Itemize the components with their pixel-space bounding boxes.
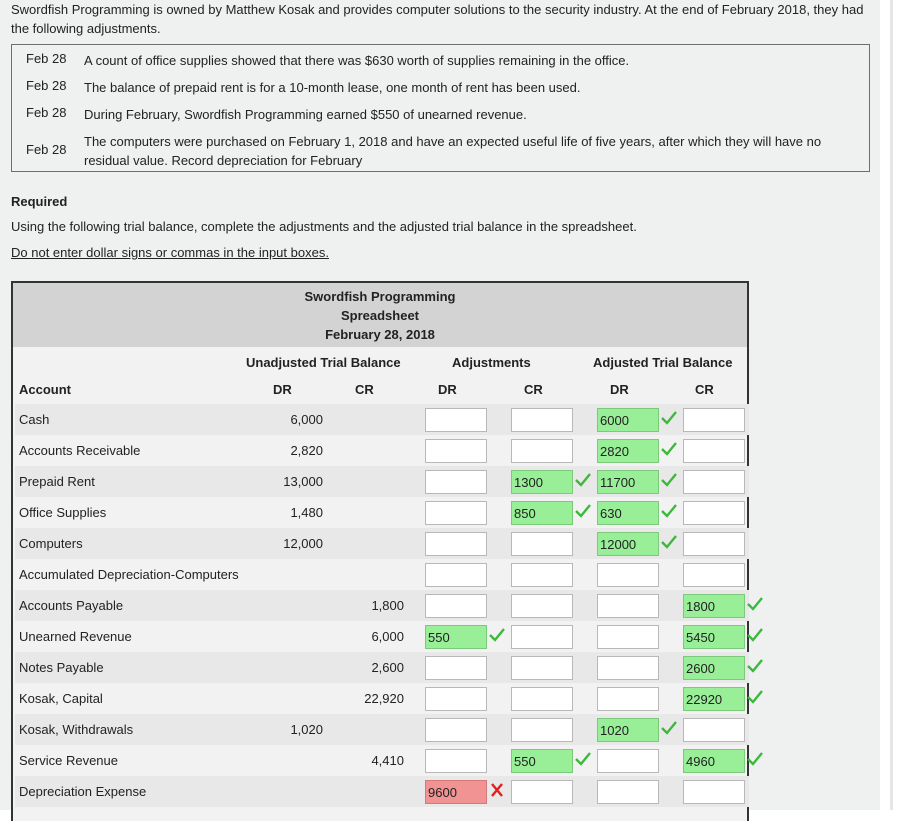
account-name: Kosak, Withdrawals (19, 722, 134, 737)
adjusted-cr-input[interactable] (683, 625, 745, 649)
account-name: Prepaid Rent (19, 474, 95, 489)
table-row (15, 714, 749, 745)
group-header-unadjusted: Unadjusted Trial Balance (246, 355, 401, 370)
account-name: Depreciation Expense (19, 784, 147, 799)
unadjusted-dr-value: 1,480 (290, 505, 323, 520)
adjustment-cr-input[interactable] (511, 718, 573, 742)
table-row (15, 497, 749, 528)
adjusted-dr-input[interactable] (597, 749, 659, 773)
scrollbar-track[interactable] (890, 0, 893, 810)
adjustment-dr-input[interactable] (425, 780, 487, 804)
cross-icon (488, 781, 506, 801)
unadjusted-cr-value: 2,600 (371, 660, 404, 675)
required-heading: Required (11, 194, 68, 209)
adjustment-cr-input[interactable] (511, 594, 573, 618)
company-name: Swordfish Programming (304, 289, 456, 304)
adjusted-dr-input[interactable] (597, 470, 659, 494)
adjustment-date: Feb 28 (26, 51, 67, 66)
input-format-note: Do not enter dollar signs or commas in the input boxes. (11, 245, 329, 260)
column-header-dr: DR (438, 382, 457, 397)
adjustment-cr-input[interactable] (511, 625, 573, 649)
adjustment-text: The balance of prepaid rent is for a 10-month lease, one month of rent has been used. (84, 80, 581, 95)
table-row (15, 776, 749, 807)
check-icon (488, 626, 506, 646)
adjustment-dr-input[interactable] (425, 687, 487, 711)
adjusted-dr-input[interactable] (597, 594, 659, 618)
adjustment-dr-input[interactable] (425, 532, 487, 556)
column-header-dr: DR (610, 382, 629, 397)
unadjusted-dr-value: 12,000 (283, 536, 323, 551)
adjustment-dr-input[interactable] (425, 408, 487, 432)
unadjusted-dr-value: 13,000 (283, 474, 323, 489)
adjusted-cr-input[interactable] (683, 594, 745, 618)
table-row (15, 621, 749, 652)
check-icon (574, 750, 592, 770)
account-name: Cash (19, 412, 50, 427)
adjusted-cr-input[interactable] (683, 408, 745, 432)
unadjusted-dr-value: 6,000 (290, 412, 323, 427)
spreadsheet-header (13, 283, 747, 347)
table-row (15, 435, 749, 466)
adjusted-cr-input[interactable] (683, 532, 745, 556)
adjusted-cr-input[interactable] (683, 563, 745, 587)
account-name: Kosak, Capital (19, 691, 103, 706)
adjustment-text: The computers were purchased on February 1, 2018 and have an expected useful life of five years, after which they will have no residual value. Record depreciation for February (84, 134, 822, 168)
adjusted-cr-input[interactable] (683, 718, 745, 742)
adjusted-cr-input[interactable] (683, 501, 745, 525)
spreadsheet-date: February 28, 2018 (325, 327, 435, 342)
check-icon (660, 533, 678, 553)
table-row (15, 528, 749, 559)
adjustment-dr-input[interactable] (425, 656, 487, 680)
adjustment-text: A count of office supplies showed that there was $630 worth of supplies remaining in the office. (84, 53, 630, 68)
group-header-adjustments: Adjustments (452, 355, 531, 370)
check-icon (660, 440, 678, 460)
adjusted-dr-input[interactable] (597, 501, 659, 525)
table-row (15, 652, 749, 683)
column-header-account: Account (19, 382, 71, 397)
adjusted-cr-input[interactable] (683, 780, 745, 804)
table-row (15, 683, 749, 714)
adjustment-cr-input[interactable] (511, 532, 573, 556)
check-icon (746, 595, 764, 615)
adjusted-dr-input[interactable] (597, 625, 659, 649)
check-icon (746, 626, 764, 646)
adjustment-dr-input[interactable] (425, 594, 487, 618)
adjustments-box (11, 44, 870, 172)
adjusted-cr-input[interactable] (683, 439, 745, 463)
account-name: Office Supplies (19, 505, 107, 520)
account-name: Accumulated Depreciation-Computers (19, 567, 239, 582)
adjustment-cr-input[interactable] (511, 780, 573, 804)
adjusted-dr-input[interactable] (597, 656, 659, 680)
column-header-cr: CR (524, 382, 543, 397)
adjustment-dr-input[interactable] (425, 563, 487, 587)
adjustment-dr-input[interactable] (425, 625, 487, 649)
unadjusted-cr-value: 22,920 (364, 691, 404, 706)
adjusted-dr-input[interactable] (597, 439, 659, 463)
table-row (15, 404, 749, 435)
adjustment-cr-input[interactable] (511, 749, 573, 773)
adjustment-cr-input[interactable] (511, 656, 573, 680)
account-name: Notes Payable (19, 660, 104, 675)
adjustment-dr-input[interactable] (425, 749, 487, 773)
adjusted-cr-input[interactable] (683, 470, 745, 494)
adjusted-dr-input[interactable] (597, 687, 659, 711)
adjustment-cr-input[interactable] (511, 687, 573, 711)
adjustment-cr-input[interactable] (511, 501, 573, 525)
adjustment-dr-input[interactable] (425, 439, 487, 463)
adjustment-text: During February, Swordfish Programming earned $550 of unearned revenue. (84, 107, 527, 122)
table-row (15, 559, 749, 590)
account-name: Accounts Payable (19, 598, 124, 613)
check-icon (660, 502, 678, 522)
table-row (15, 590, 749, 621)
column-header-dr: DR (273, 382, 292, 397)
unadjusted-cr-value: 1,800 (371, 598, 404, 613)
adjustment-date: Feb 28 (26, 105, 67, 120)
account-name: Computers (19, 536, 83, 551)
table-row (15, 745, 749, 776)
adjusted-dr-input[interactable] (597, 718, 659, 742)
check-icon (746, 688, 764, 708)
adjusted-cr-input[interactable] (683, 749, 745, 773)
unadjusted-dr-value: 2,820 (290, 443, 323, 458)
adjustment-dr-input[interactable] (425, 501, 487, 525)
adjusted-dr-input[interactable] (597, 563, 659, 587)
account-name: Unearned Revenue (19, 629, 132, 644)
adjusted-cr-input[interactable] (683, 656, 745, 680)
spreadsheet (11, 281, 749, 821)
required-instructions: Using the following trial balance, complete the adjustments and the adjusted trial balance in the spreadsheet. (11, 219, 637, 234)
group-header-adjusted: Adjusted Trial Balance (593, 355, 733, 370)
adjustment-cr-input[interactable] (511, 439, 573, 463)
check-icon (574, 471, 592, 491)
adjustment-cr-input[interactable] (511, 563, 573, 587)
spreadsheet-title: Spreadsheet (340, 308, 420, 323)
adjustment-dr-input[interactable] (425, 718, 487, 742)
adjusted-dr-input[interactable] (597, 532, 659, 556)
unadjusted-cr-value: 4,410 (371, 753, 404, 768)
unadjusted-cr-value: 6,000 (371, 629, 404, 644)
adjusted-dr-input[interactable] (597, 408, 659, 432)
adjusted-cr-input[interactable] (683, 687, 745, 711)
adjustment-cr-input[interactable] (511, 408, 573, 432)
adjustment-dr-input[interactable] (425, 470, 487, 494)
table-row (15, 466, 749, 497)
unadjusted-dr-value: 1,020 (290, 722, 323, 737)
adjusted-dr-input[interactable] (597, 780, 659, 804)
account-name: Service Revenue (19, 753, 118, 768)
check-icon (660, 409, 678, 429)
adjustment-date: Feb 28 (26, 78, 67, 93)
account-name: Accounts Receivable (19, 443, 141, 458)
problem-intro: Swordfish Programming is owned by Matthew Kosak and provides computer solutions to the security industry. At the end of February 2018, they had the following adjustments. (11, 2, 864, 36)
check-icon (746, 657, 764, 677)
column-header-cr: CR (695, 382, 714, 397)
check-icon (660, 719, 678, 739)
check-icon (660, 471, 678, 491)
adjustment-date: Feb 28 (26, 142, 67, 157)
adjustment-cr-input[interactable] (511, 470, 573, 494)
column-header-cr: CR (355, 382, 374, 397)
check-icon (574, 502, 592, 522)
check-icon (746, 750, 764, 770)
